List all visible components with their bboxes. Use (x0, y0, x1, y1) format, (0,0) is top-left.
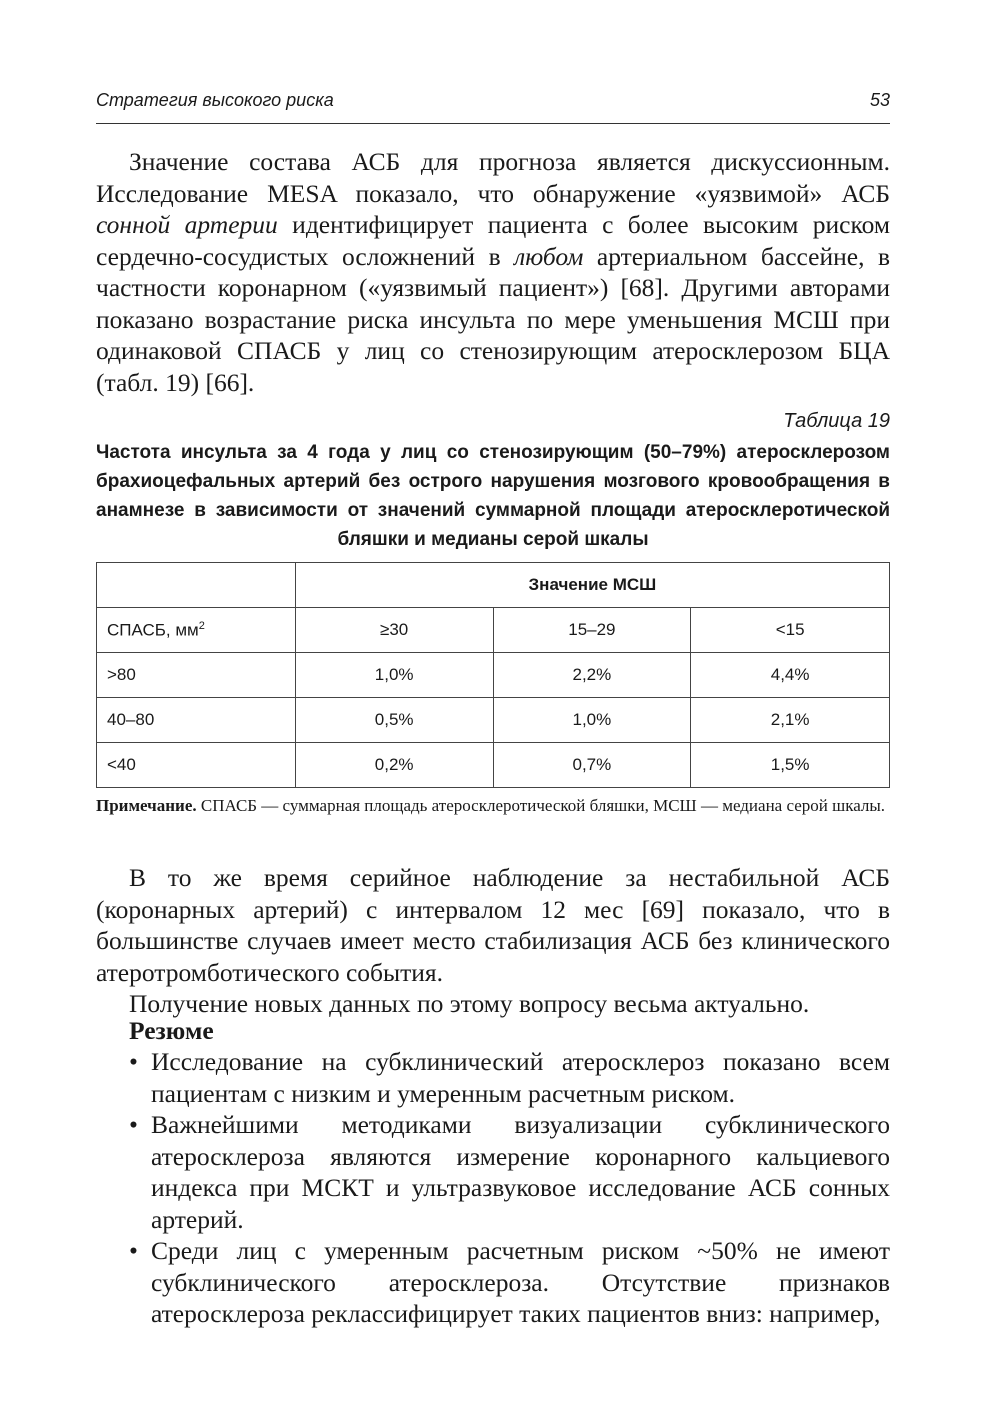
paragraph-1-emphasis-b: любом (514, 241, 584, 271)
row-header-superscript: 2 (198, 619, 205, 632)
note-text: СПАСБ — суммарная площадь атеросклеротической бляшки, МСШ — медиана серой шкалы. (196, 796, 886, 815)
table-row (97, 698, 890, 743)
table-group-header-row (97, 563, 890, 608)
table-cell: 0,5% (295, 698, 493, 743)
table-cell: 2,2% (493, 653, 691, 698)
table-cell: 1,0% (493, 698, 691, 743)
column-header: ≥30 (295, 608, 493, 653)
paragraph-1-text-b: идентифицирует пациента с более высоким риском сердечно-сосудистых осложнений в (96, 210, 890, 271)
list-item-text: Важнейшими методиками визуализации субклинического атеросклероза являются измерение коронарного кальциевого индекса при МСКТ и ультразвуковое исследование АСБ сонных артерий. (151, 1110, 890, 1234)
running-title: Стратегия высокого риска (96, 90, 334, 110)
row-header-text: СПАСБ, мм (107, 620, 199, 640)
table-column-header-row (97, 608, 890, 653)
paragraph-3: Получение новых данных по этому вопросу весьма актуально. (129, 989, 810, 1018)
list-item (129, 1235, 890, 1330)
table-cell: 0,7% (493, 743, 691, 788)
column-header: 15–29 (493, 608, 691, 653)
table-cell: 4,4% (691, 653, 890, 698)
paragraph-1 (96, 146, 890, 398)
bullet-icon: • (129, 1047, 138, 1076)
list-item-text: Среди лиц с умеренным расчетным риском ~50% не имеют субклинического атеросклероза. Отсутствие признаков атеросклероза реклассифицирует таких пациентов вниз: например, (151, 1236, 890, 1328)
table-corner-cell (97, 563, 296, 608)
data-table (96, 562, 890, 788)
header-rule (96, 123, 890, 124)
table-caption: Частота инсульта за 4 года у лиц со стенозирующим (50–79%) атеросклерозом брахиоцефальных артерий без острого нарушения мозгового кровообращения в анамнезе в зависимости от значений суммарной площади атеросклеротической бляшки и медианы серой шкалы (96, 442, 890, 550)
row-label: 40–80 (97, 698, 296, 743)
bullet-icon: • (129, 1236, 138, 1265)
summary-list (129, 1046, 890, 1330)
table-cell: 0,2% (295, 743, 493, 788)
paragraph-1-emphasis-a: сонной артерии (96, 210, 278, 239)
paragraph-2: В то же время серийное наблюдение за нестабильной АСБ (коронарных артерий) с интервалом 12 мес [69] показало, что в большинстве случаев имеет место стабилизация АСБ без клинического атеротромботического события. (96, 863, 890, 987)
summary-heading: Резюме (129, 1016, 214, 1045)
row-header-label (97, 608, 296, 653)
table-cell: 2,1% (691, 698, 890, 743)
note-label: Примечание. (96, 796, 197, 815)
table-group-header: Значение МСШ (295, 563, 889, 608)
row-label: <40 (97, 743, 296, 788)
row-label: >80 (97, 653, 296, 698)
table-row (97, 743, 890, 788)
running-header (96, 90, 890, 116)
page-number: 53 (869, 90, 890, 110)
table-note (96, 794, 890, 817)
table-cell: 1,0% (295, 653, 493, 698)
list-item (129, 1046, 890, 1109)
paragraph-1-text-c: артериальном бассейне, в частности коронарном («уязвимый пациент») [68]. Другими авторами показано возрастание риска инсульта по мере уменьшения МСШ при одинаковой СПАСБ у лиц со стенозирующим атеросклерозом БЦА (табл. 19) [66]. (96, 241, 890, 397)
table-number: Таблица 19 (783, 410, 890, 432)
paragraph-1-text-a: Значение состава АСБ для прогноза является дискуссионным. Исследование MESA показало, что обнаружение «уязвимой» АСБ (96, 147, 890, 208)
bullet-icon: • (129, 1110, 138, 1139)
table-row (97, 653, 890, 698)
table-cell: 1,5% (691, 743, 890, 788)
list-item-text: Исследование на субклинический атеросклероз показано всем пациентам с низким и умеренным расчетным риском. (151, 1047, 890, 1108)
list-item (129, 1109, 890, 1235)
column-header: <15 (691, 608, 890, 653)
